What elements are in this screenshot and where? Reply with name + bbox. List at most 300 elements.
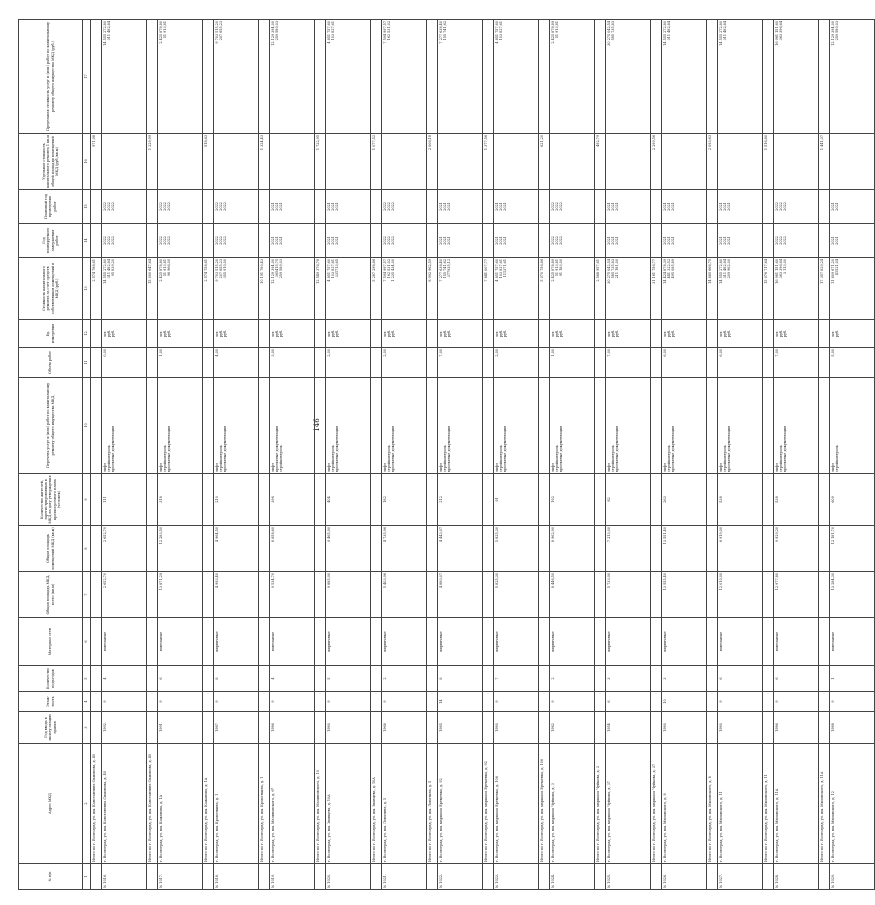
empty-cell (595, 666, 606, 692)
subtotal-address: Итого по г. Волгоград, ул. им. Кропоткина, д. 1 (259, 744, 270, 864)
premises-area: 12 181,70 (830, 526, 875, 572)
build-year: 1992 (102, 712, 147, 744)
work-volume: 3,00 (270, 348, 315, 378)
column-number: 17 (83, 20, 91, 134)
subtotal-address: Итого по г. Волгоград, ул. им. Миланского, д. 11 (763, 744, 774, 864)
completion-years-line: 2021 (722, 236, 727, 245)
empty-cell (707, 224, 718, 258)
costs-list (830, 258, 875, 320)
wall-material: кирпичные (494, 618, 539, 666)
completion-years-line: 2021 (610, 236, 615, 245)
completion-years-line: 2021 (615, 236, 619, 245)
empty-cell (259, 20, 270, 134)
units-list-line: руб. (330, 329, 335, 338)
empty-cell (147, 618, 158, 666)
units-list (662, 320, 707, 348)
building-row (382, 20, 427, 890)
subtotal-cost: 5 070 756,86 (539, 258, 550, 320)
costs-list-line: 51 913,81 (162, 259, 167, 277)
empty-cell (819, 190, 830, 224)
limit-costs-line: 30 275 042,54 (606, 21, 611, 46)
works-list-line: стройконтроль (834, 445, 839, 472)
works-list (662, 378, 707, 474)
works-list-line: стройконтроль (666, 445, 671, 472)
works-list-line: проектные документация (783, 425, 787, 472)
entrance-count: 6 (718, 666, 763, 692)
completion-years-line: 2021 (274, 236, 279, 245)
empty-cell (203, 320, 214, 348)
empty-cell (147, 712, 158, 744)
column-header: Этаж-ность (19, 692, 83, 712)
empty-cell (763, 474, 774, 526)
empty-cell (259, 692, 270, 712)
floor-count: 9 (102, 692, 147, 712)
costs-list-line: 2 425 878,80 (158, 259, 163, 282)
empty-cell (763, 20, 774, 134)
completion-years-line: 2022 (167, 236, 171, 245)
empty-cell (315, 320, 326, 348)
costs-list-line: 103 827,61 (498, 259, 503, 279)
empty-cell (763, 572, 774, 618)
work-volume: 0,00 (102, 348, 147, 378)
subtotal-address: Итого по г. Волгоград, ул. им. маршала Еременко, д. 106 (539, 744, 550, 864)
subtotal-unit-cost: 1 377,56 (483, 134, 494, 190)
empty-cell (819, 712, 830, 744)
empty-cell (707, 474, 718, 526)
building-row (102, 20, 147, 890)
planned-years (214, 190, 259, 224)
costs-list-line: 377935,12 (447, 259, 451, 278)
subtotal-address: Итого по г. Волгоград, ул. им. Малиновского, д. 10 (315, 744, 326, 864)
subtotal-unit-cost: 1 324,43 (259, 134, 270, 190)
empty-cell (483, 20, 494, 134)
works-list-line: проектные документация (391, 425, 395, 472)
subtotal-cost: 12 549 376,78 (315, 258, 326, 320)
empty-cell (91, 224, 102, 258)
subtotal-address: Итого по г. Волгоград, ул. им. Константина Симонова, д. 40 (91, 744, 102, 864)
unit-cost (270, 134, 315, 190)
units-list-line: руб. (386, 329, 391, 338)
completion-years-line: 2022 (559, 236, 563, 245)
building-address: г. Волгоград, ул. им. Кожанова, д. 1А (158, 744, 203, 864)
planned-years-line: 2022 (783, 202, 787, 211)
costs-list (270, 258, 315, 320)
works-list (718, 378, 763, 474)
unit-cost (774, 134, 819, 190)
empty-cell (371, 348, 382, 378)
limit-costs-line: 16 981 151,60 (774, 21, 779, 46)
empty-cell (427, 224, 438, 258)
total-area: 9 534,70 (270, 572, 315, 618)
works-list (438, 378, 483, 474)
planned-years-line: 2021 (666, 202, 671, 211)
costs-list-line: 95 839,20 (111, 259, 115, 277)
planned-years (270, 190, 315, 224)
costs-list-line: 12 129 394,00 (270, 259, 275, 284)
row-number: № 1025. (606, 864, 651, 890)
limit-costs-line: 4 851 757,60 (494, 21, 499, 44)
empty-cell (259, 224, 270, 258)
units-list (214, 320, 259, 348)
empty-cell (91, 190, 102, 224)
costs-list-line: 3 113,00 (783, 259, 787, 275)
entrance-count: 8 (438, 666, 483, 692)
entrance-count: 6 (158, 666, 203, 692)
units-list (270, 320, 315, 348)
empty-cell (483, 474, 494, 526)
empty-cell (259, 572, 270, 618)
units-list-line: руб. (167, 329, 171, 338)
limit-costs (494, 20, 539, 134)
costs-list-line: 11 809 671,20 (830, 259, 835, 284)
empty-cell (315, 348, 326, 378)
row-number (203, 864, 214, 890)
empty-cell (371, 224, 382, 258)
units-list-line: шт. (270, 330, 275, 337)
planned-years-line: 2021 (606, 202, 611, 211)
completion-years (382, 224, 427, 258)
costs-list-line: 9 703 515,20 (214, 259, 219, 282)
costs-list-line: 207 655,23 (218, 259, 223, 279)
empty-cell (203, 348, 214, 378)
limit-costs-line: 9 703 515,20 (214, 21, 219, 44)
empty-cell (539, 190, 550, 224)
empty-cell (595, 618, 606, 666)
completion-years-line: 2021 (494, 236, 499, 245)
empty-cell (315, 618, 326, 666)
empty-cell (315, 572, 326, 618)
completion-years-line: 2022 (382, 236, 387, 245)
empty-cell (91, 320, 102, 348)
empty-cell (315, 378, 326, 474)
wall-material: кирпичные (550, 618, 595, 666)
building-address: г. Волгоград, ул. им. Миланского, д. 11 (718, 744, 763, 864)
works-list-line: проектные документация (111, 425, 115, 472)
build-year: 1987 (214, 712, 259, 744)
planned-years-line: 2021 (834, 202, 839, 211)
resident-count: 210 (214, 474, 259, 526)
works-list-line: стройконтроль (778, 445, 783, 472)
planned-years-line: 2022 (214, 202, 219, 211)
costs-list (550, 258, 595, 320)
column-header: Стоимость капитального ремонта за счет средств собственников помещений в МКД (руб.) (19, 258, 83, 320)
floor-count: 9 (830, 692, 875, 712)
subtotal-cost: 2 574 788,61 (91, 258, 102, 320)
total-area: 4 993,40 (214, 572, 259, 618)
units-list-line: шт. (830, 330, 835, 337)
empty-cell (371, 692, 382, 712)
empty-cell (819, 348, 830, 378)
premises-area: 6 919,00 (718, 526, 763, 572)
limit-costs-line: 207 655,23 (218, 21, 223, 41)
column-header: Объем работ (19, 348, 83, 378)
limit-costs-line: 363 396,64 (778, 21, 783, 41)
empty-cell (483, 190, 494, 224)
works-list (606, 378, 651, 474)
total-area: 2 652,70 (102, 572, 147, 618)
planned-years-line: 2021 (830, 202, 835, 211)
column-header: Ед. измерения (19, 320, 83, 348)
empty-cell (595, 190, 606, 224)
costs-list-line: 155 741,62 (442, 259, 447, 279)
empty-cell (259, 712, 270, 744)
empty-cell (707, 526, 718, 572)
completion-years-line: 2021 (727, 236, 731, 245)
total-area: 5 825,30 (494, 572, 539, 618)
empty-cell (763, 224, 774, 258)
empty-cell (371, 526, 382, 572)
costs-list-line: 16 981 151,60 (774, 259, 779, 284)
limit-costs (382, 20, 427, 134)
empty-cell (147, 526, 158, 572)
row-number: № 1022. (438, 864, 483, 890)
unit-cost (382, 134, 427, 190)
planned-years-line: 2022 (778, 202, 783, 211)
column-header: Год ввода в эксплу-атацию здания (19, 712, 83, 744)
floor-count: 9 (550, 692, 595, 712)
completion-years-line: 2021 (330, 236, 335, 245)
empty-cell (427, 378, 438, 474)
build-year: 1954 (606, 712, 651, 744)
costs-list (774, 258, 819, 320)
units-list (830, 320, 875, 348)
empty-cell (203, 572, 214, 618)
subtotal-address: Итого по г. Волгоград, ул. им. маршала Чуйкова, д. 37 (651, 744, 662, 864)
premises-area: 4 964,50 (214, 526, 259, 572)
limit-costs (662, 20, 707, 134)
works-list (382, 378, 427, 474)
entrance-count: 2 (550, 666, 595, 692)
empty-cell (483, 378, 494, 474)
empty-cell (595, 572, 606, 618)
column-header: № п/п (19, 864, 83, 890)
works-list-line: проектные документация (671, 425, 675, 472)
limit-costs-line: 155 741,62 (442, 21, 447, 41)
planned-years-line: 2022 (382, 202, 387, 211)
limit-costs-line: 14 555 272,80 (718, 21, 723, 46)
empty-cell (483, 348, 494, 378)
premises-area: 2 652,70 (102, 526, 147, 572)
empty-cell (595, 692, 606, 712)
completion-years-line: 2021 (671, 236, 675, 245)
resident-count: 263 (662, 474, 707, 526)
wall-material: панельные (718, 618, 763, 666)
unit-cost (550, 134, 595, 190)
completion-years-line: 2021 (279, 236, 283, 245)
units-list (438, 320, 483, 348)
work-volume: 7,00 (438, 348, 483, 378)
completion-years (550, 224, 595, 258)
row-number: № 1027. (718, 864, 763, 890)
empty-cell (819, 572, 830, 618)
works-list (550, 378, 595, 474)
works-list-line: стройконтроль (442, 445, 447, 472)
empty-cell (707, 20, 718, 134)
limit-costs (550, 20, 595, 134)
subtotal-unit-cost: 1 077,52 (371, 134, 382, 190)
row-number (259, 864, 270, 890)
empty-cell (203, 20, 214, 134)
completion-years (270, 224, 315, 258)
units-list-line: руб. (671, 329, 675, 338)
subtotal-row (595, 20, 606, 890)
subtotal-row (147, 20, 158, 890)
total-area: 12 977,80 (774, 572, 819, 618)
column-header: Общая площадь МКД, всего (кв.м) (19, 572, 83, 618)
completion-years (102, 224, 147, 258)
costs-list-line: 111371,61 (503, 259, 507, 278)
planned-years (494, 190, 539, 224)
subtotal-address: Итого по г. Волгоград, ул. им. Миланского, д. 8 (707, 744, 718, 864)
units-list-line: шт. (606, 330, 611, 337)
costs-list-line: 495 085,89 (671, 259, 675, 279)
column-number: 3 (83, 712, 91, 744)
costs-list-line: 14 555 272,80 (718, 259, 723, 284)
works-list-line: проектные документация (727, 425, 731, 472)
work-volume: 4,00 (214, 348, 259, 378)
costs-list-line: 441 322,52 (666, 259, 671, 279)
limit-costs-line: 311 482,84 (106, 21, 111, 41)
planned-years-line: 2022 (774, 202, 779, 211)
empty-cell (539, 618, 550, 666)
empty-cell (147, 320, 158, 348)
floor-count: 9 (326, 692, 371, 712)
limit-costs-line: 12 129 394,00 (830, 21, 835, 46)
column-header: Предельная стоимость услуг и (или) работ по капитальному ремонту общего имущества МКД (руб.) (19, 20, 83, 134)
total-area: 4 880,07 (438, 572, 483, 618)
resident-count: 318 (158, 474, 203, 526)
empty-cell (427, 526, 438, 572)
works-list-line: лифт (830, 463, 835, 472)
empty-cell (203, 666, 214, 692)
empty-cell (483, 526, 494, 572)
empty-cell (91, 572, 102, 618)
subtotal-cost: 17 357 829,24 (819, 258, 830, 320)
completion-years (774, 224, 819, 258)
row-number: № 1028. (774, 864, 819, 890)
costs-list-line: 211 181,00 (615, 259, 619, 279)
units-list-line: шт. (326, 330, 331, 337)
table-header-row (19, 20, 83, 890)
completion-years-line: 2022 (391, 236, 395, 245)
planned-years-line: 2021 (447, 202, 451, 211)
empty-cell (539, 712, 550, 744)
subtotal-row (651, 20, 662, 890)
planned-years-line: 2021 (610, 202, 615, 211)
subtotal-unit-cost: 1 722,95 (315, 134, 326, 190)
costs-list-line: 355 910,00 (223, 259, 227, 279)
entrance-count: 8 (214, 666, 259, 692)
total-area: 5 403,96 (382, 572, 427, 618)
empty-cell (763, 712, 774, 744)
column-number: 5 (83, 666, 91, 692)
work-volume: 1,00 (158, 348, 203, 378)
subtotal-row (371, 20, 382, 890)
column-header: Количество жителей, зарегистрированных в МКД на дату утверждения краткосрочного плана (человек) (19, 474, 83, 526)
limit-costs-line: 259 589,03 (834, 21, 839, 41)
units-list (718, 320, 763, 348)
premises-area: 8 858,60 (270, 526, 315, 572)
empty-cell (203, 190, 214, 224)
completion-years (214, 224, 259, 258)
empty-cell (259, 666, 270, 692)
units-list-line: руб. (834, 329, 839, 338)
costs-list-line: 7 594 997,57 (382, 259, 387, 282)
premises-area: 4 443,07 (438, 526, 483, 572)
planned-years-line: 2021 (615, 202, 619, 211)
empty-cell (147, 666, 158, 692)
empty-cell (371, 572, 382, 618)
floor-count: 10 (662, 692, 707, 712)
empty-cell (595, 378, 606, 474)
completion-years (438, 224, 483, 258)
limit-costs (438, 20, 483, 134)
work-volume: 7,00 (606, 348, 651, 378)
limit-costs (718, 20, 763, 134)
unit-cost (214, 134, 259, 190)
premises-area: 4 735,96 (382, 526, 427, 572)
planned-years (438, 190, 483, 224)
units-list-line: руб. (783, 329, 787, 338)
empty-cell (91, 666, 102, 692)
column-header: Адрес МКД (19, 744, 83, 864)
costs-list-line: 41521,04 (834, 259, 839, 276)
subtotal-address: Итого по г. Волгоград, ул. им. Кожанова, д. 1А (203, 744, 214, 864)
empty-cell (763, 666, 774, 692)
build-year: 1980 (662, 712, 707, 744)
limit-costs-line: 7 594 997,57 (382, 21, 387, 44)
planned-years-line: 2021 (498, 202, 503, 211)
row-number (651, 864, 662, 890)
column-number: 15 (83, 190, 91, 224)
subtotal-unit-cost: 518,63 (203, 134, 214, 190)
entrance-count: 3 (606, 666, 651, 692)
costs-list-line: 96 966,00 (167, 259, 171, 277)
completion-years-line: 2021 (335, 236, 339, 245)
unit-cost (326, 134, 371, 190)
row-number (763, 864, 774, 890)
planned-years-line: 2022 (218, 202, 223, 211)
column-number: 11 (83, 348, 91, 378)
column-number: 4 (83, 692, 91, 712)
planned-years-line: 2022 (158, 202, 163, 211)
units-list-line: руб. (335, 329, 339, 338)
empty-cell (819, 378, 830, 474)
total-area: 13 284,30 (830, 572, 875, 618)
build-year: 1980 (494, 712, 539, 744)
works-list-line: лифт (382, 463, 387, 472)
subtotal-row (483, 20, 494, 890)
unit-cost (494, 134, 539, 190)
limit-costs (102, 20, 147, 134)
units-list (606, 320, 651, 348)
works-list-line: стройконтроль (279, 445, 283, 472)
completion-years-line: 2021 (438, 236, 443, 245)
work-volume: 2,00 (494, 348, 539, 378)
build-year: 1991 (158, 712, 203, 744)
resident-count: 212 (438, 474, 483, 526)
completion-years-line: 2021 (606, 236, 611, 245)
costs-list-line: 30 275 042,54 (606, 259, 611, 284)
works-list-line: проектные документация (615, 425, 619, 472)
costs-list (606, 258, 651, 320)
empty-cell (315, 526, 326, 572)
resident-count: 82 (606, 474, 651, 526)
subtotal-row (259, 20, 270, 890)
empty-cell (819, 224, 830, 258)
column-header: Плановый год проведения работ (19, 190, 83, 224)
planned-years (830, 190, 875, 224)
